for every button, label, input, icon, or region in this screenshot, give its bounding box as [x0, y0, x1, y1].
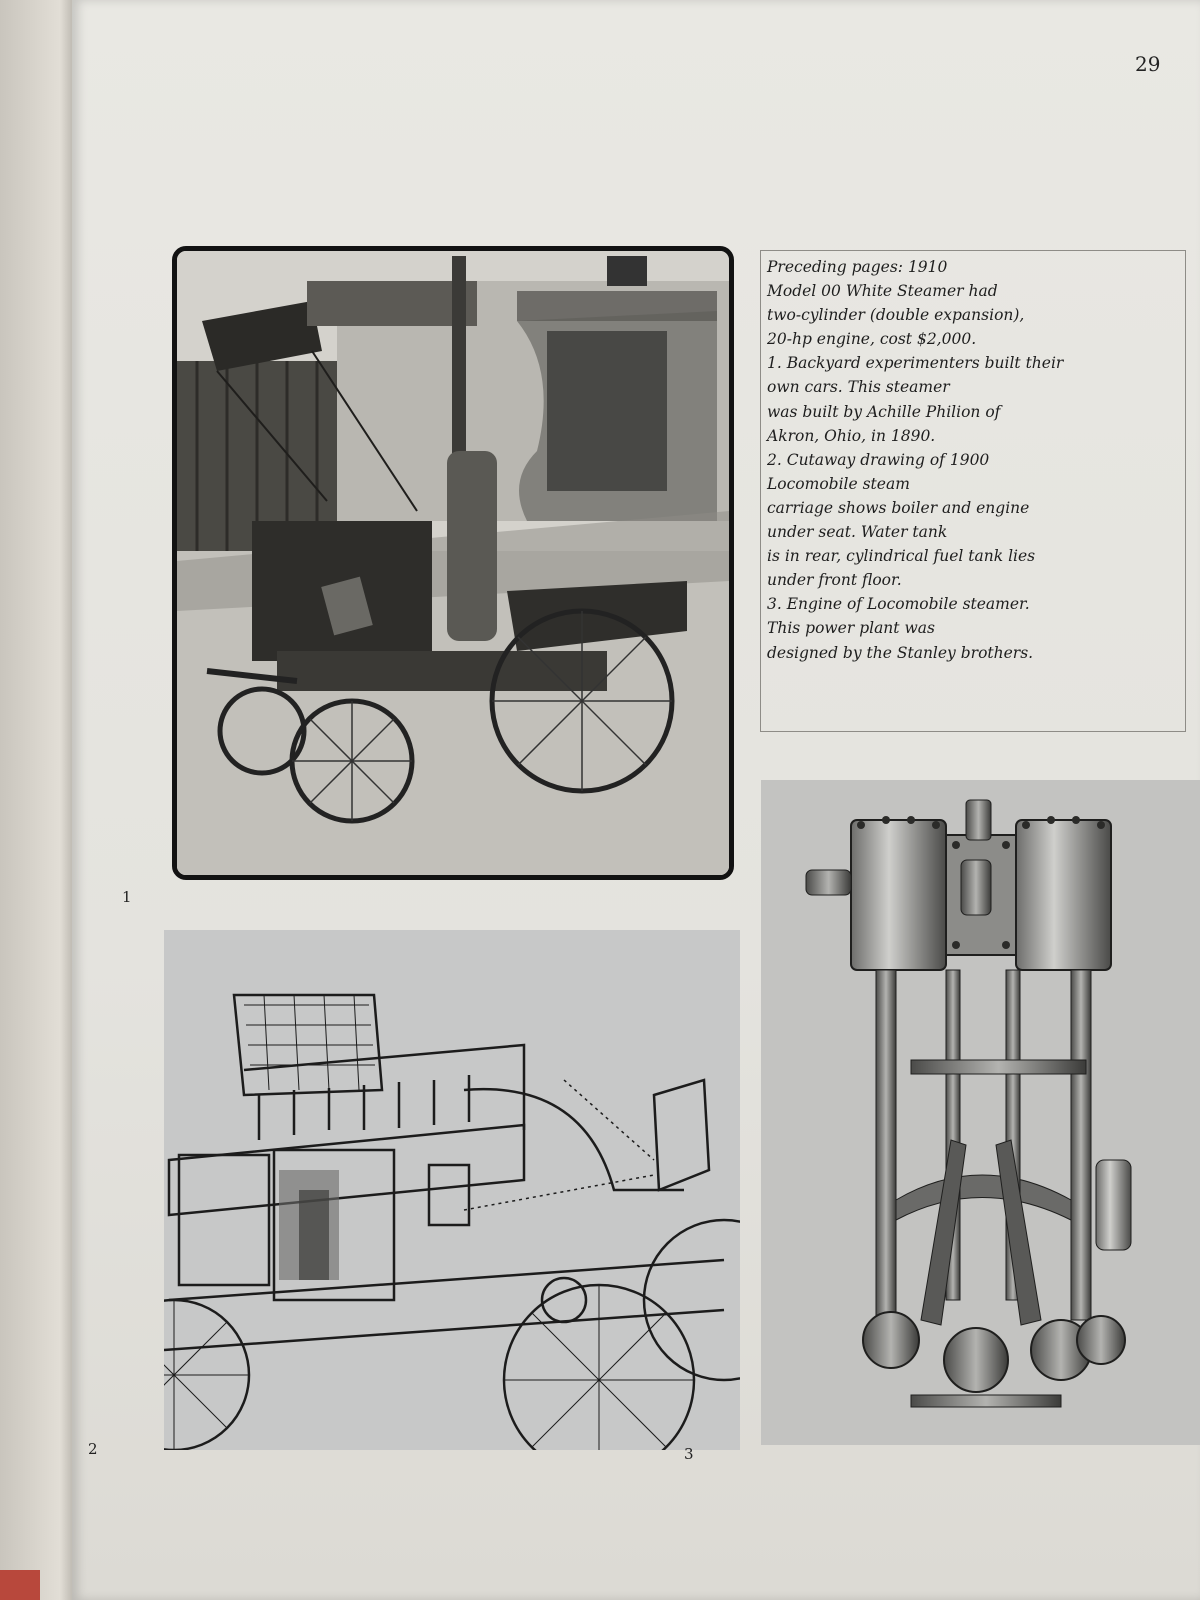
- caption-line: This power plant was: [767, 619, 935, 638]
- caption-box: [760, 250, 1186, 732]
- caption-line: designed by the Stanley brothers.: [767, 643, 1034, 662]
- caption-line: 2. Cutaway drawing of 1900: [767, 450, 990, 469]
- caption-line: two-cylinder (double expansion),: [767, 306, 1025, 325]
- caption-line: under seat. Water tank: [767, 523, 948, 542]
- steam-car-photo-illustration: [177, 251, 729, 875]
- figure-2-number: 2: [88, 1440, 98, 1458]
- figure-3-drawing: [761, 780, 1200, 1445]
- caption-line: Model 00 White Steamer had: [767, 282, 998, 301]
- figure-3-number: 3: [684, 1445, 694, 1463]
- caption-line: 20-hp engine, cost $2,000.: [767, 330, 977, 349]
- book-page: [72, 0, 1200, 1600]
- page-number: 29: [1135, 52, 1161, 76]
- caption-line: Locomobile steam: [767, 474, 910, 493]
- caption-line: Akron, Ohio, in 1890.: [767, 426, 936, 445]
- caption-line: own cars. This steamer: [767, 378, 950, 397]
- caption-line: 1. Backyard experimenters built their: [767, 354, 1064, 373]
- caption-line: is in rear, cylindrical fuel tank lies: [767, 547, 1036, 566]
- steam-engine-illustration: [761, 780, 1200, 1445]
- caption-line: under front floor.: [767, 571, 902, 590]
- figure-1-number: 1: [122, 888, 132, 906]
- cover-edge: [0, 1570, 40, 1600]
- caption-line: carriage shows boiler and engine: [767, 498, 1030, 517]
- figure-2-drawing: [164, 930, 740, 1450]
- figure-1-photo: [172, 246, 734, 880]
- caption-line: Preceding pages: 1910: [767, 258, 948, 276]
- caption-line: 3. Engine of Locomobile steamer.: [767, 595, 1030, 614]
- left-page-edge: [0, 0, 75, 1600]
- locomobile-cutaway-illustration: [164, 930, 740, 1450]
- caption-line: was built by Achille Philion of: [767, 402, 1001, 421]
